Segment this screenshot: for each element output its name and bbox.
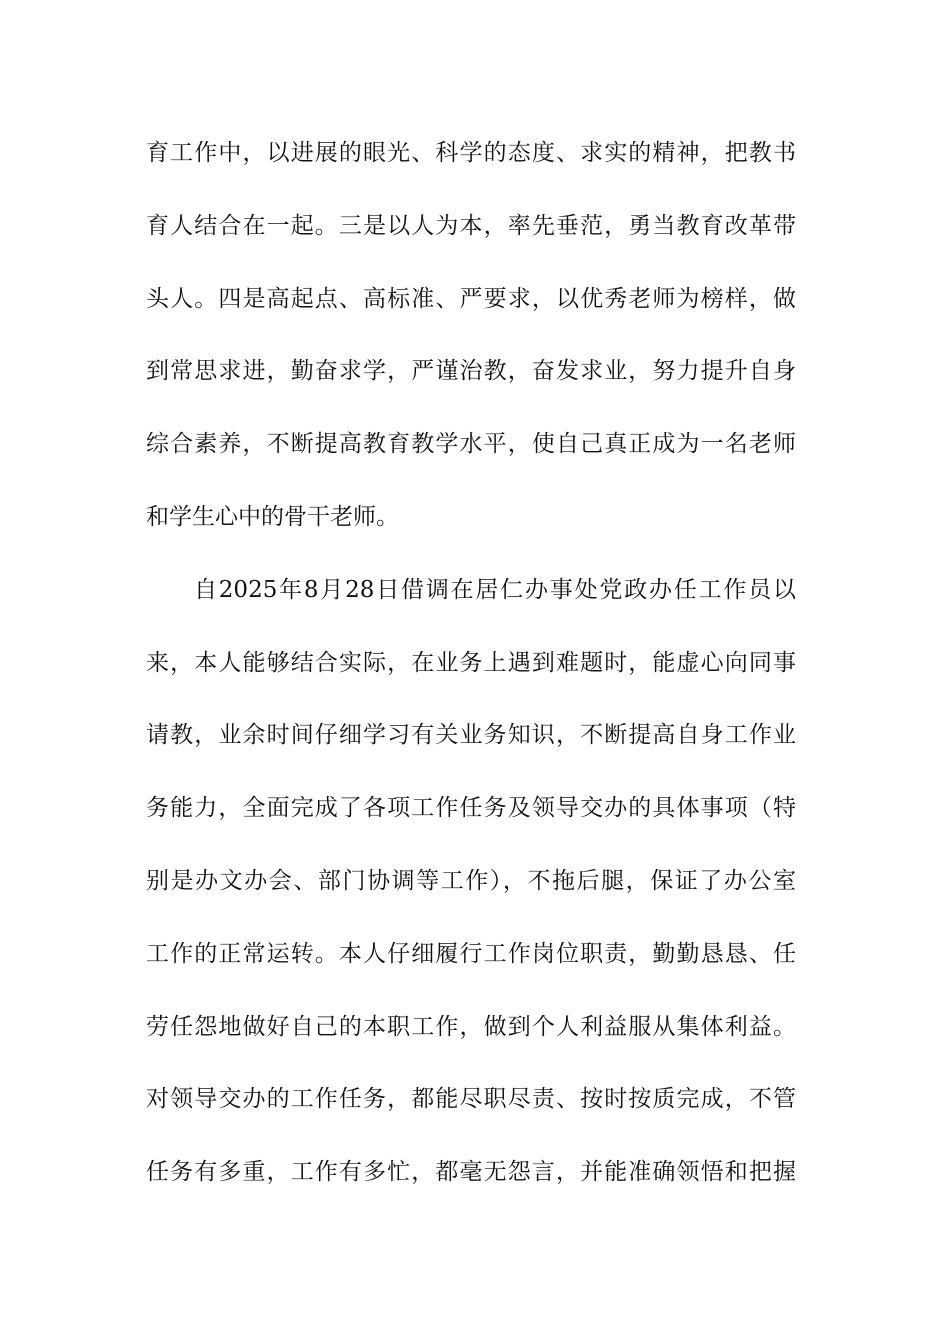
text-line: 自2025年8月28日借调在居仁办事处党政办任工作员以 xyxy=(194,576,796,603)
text-line: 对领导交办的工作任务，都能尽职尽责、按时按质完成，不管 xyxy=(146,1086,796,1113)
text-line: 综合素养，不断提高教育教学水平，使自己真正成为一名老师 xyxy=(146,431,796,458)
text-line: 育人结合在一起。三是以人为本，率先垂范，勇当教育改革带 xyxy=(146,212,796,239)
body-text xyxy=(146,128,796,1220)
text-line: 和学生心中的骨干老师。 xyxy=(146,503,399,530)
text-line: 来，本人能够结合实际，在业务上遇到难题时，能虚心向同事 xyxy=(146,649,796,676)
text-line: 工作的正常运转。本人仔细履行工作岗位职责，勤勤恳恳、任 xyxy=(146,940,796,967)
text-line: 到常思求进，勤奋求学，严谨治教，奋发求业，努力提升自身 xyxy=(146,358,796,385)
text-line: 育工作中，以进展的眼光、科学的态度、求实的精神，把教书 xyxy=(146,140,796,166)
text-line: 请教，业余时间仔细学习有关业务知识，不断提高自身工作业 xyxy=(146,722,796,749)
text-line: 劳任怨地做好自己的本职工作，做到个人利益服从集体利益。 xyxy=(146,1013,796,1040)
text-line: 头人。四是高起点、高标准、严要求，以优秀老师为榜样，做 xyxy=(146,285,796,312)
text-line: 别是办文办会、部门协调等工作），不拖后腿，保证了办公室 xyxy=(146,867,796,894)
text-line: 任务有多重，工作有多忙，都毫无怨言，并能准确领悟和把握 xyxy=(146,1159,796,1186)
text-line: 务能力，全面完成了各项工作任务及领导交办的具体事项（特 xyxy=(146,795,796,822)
